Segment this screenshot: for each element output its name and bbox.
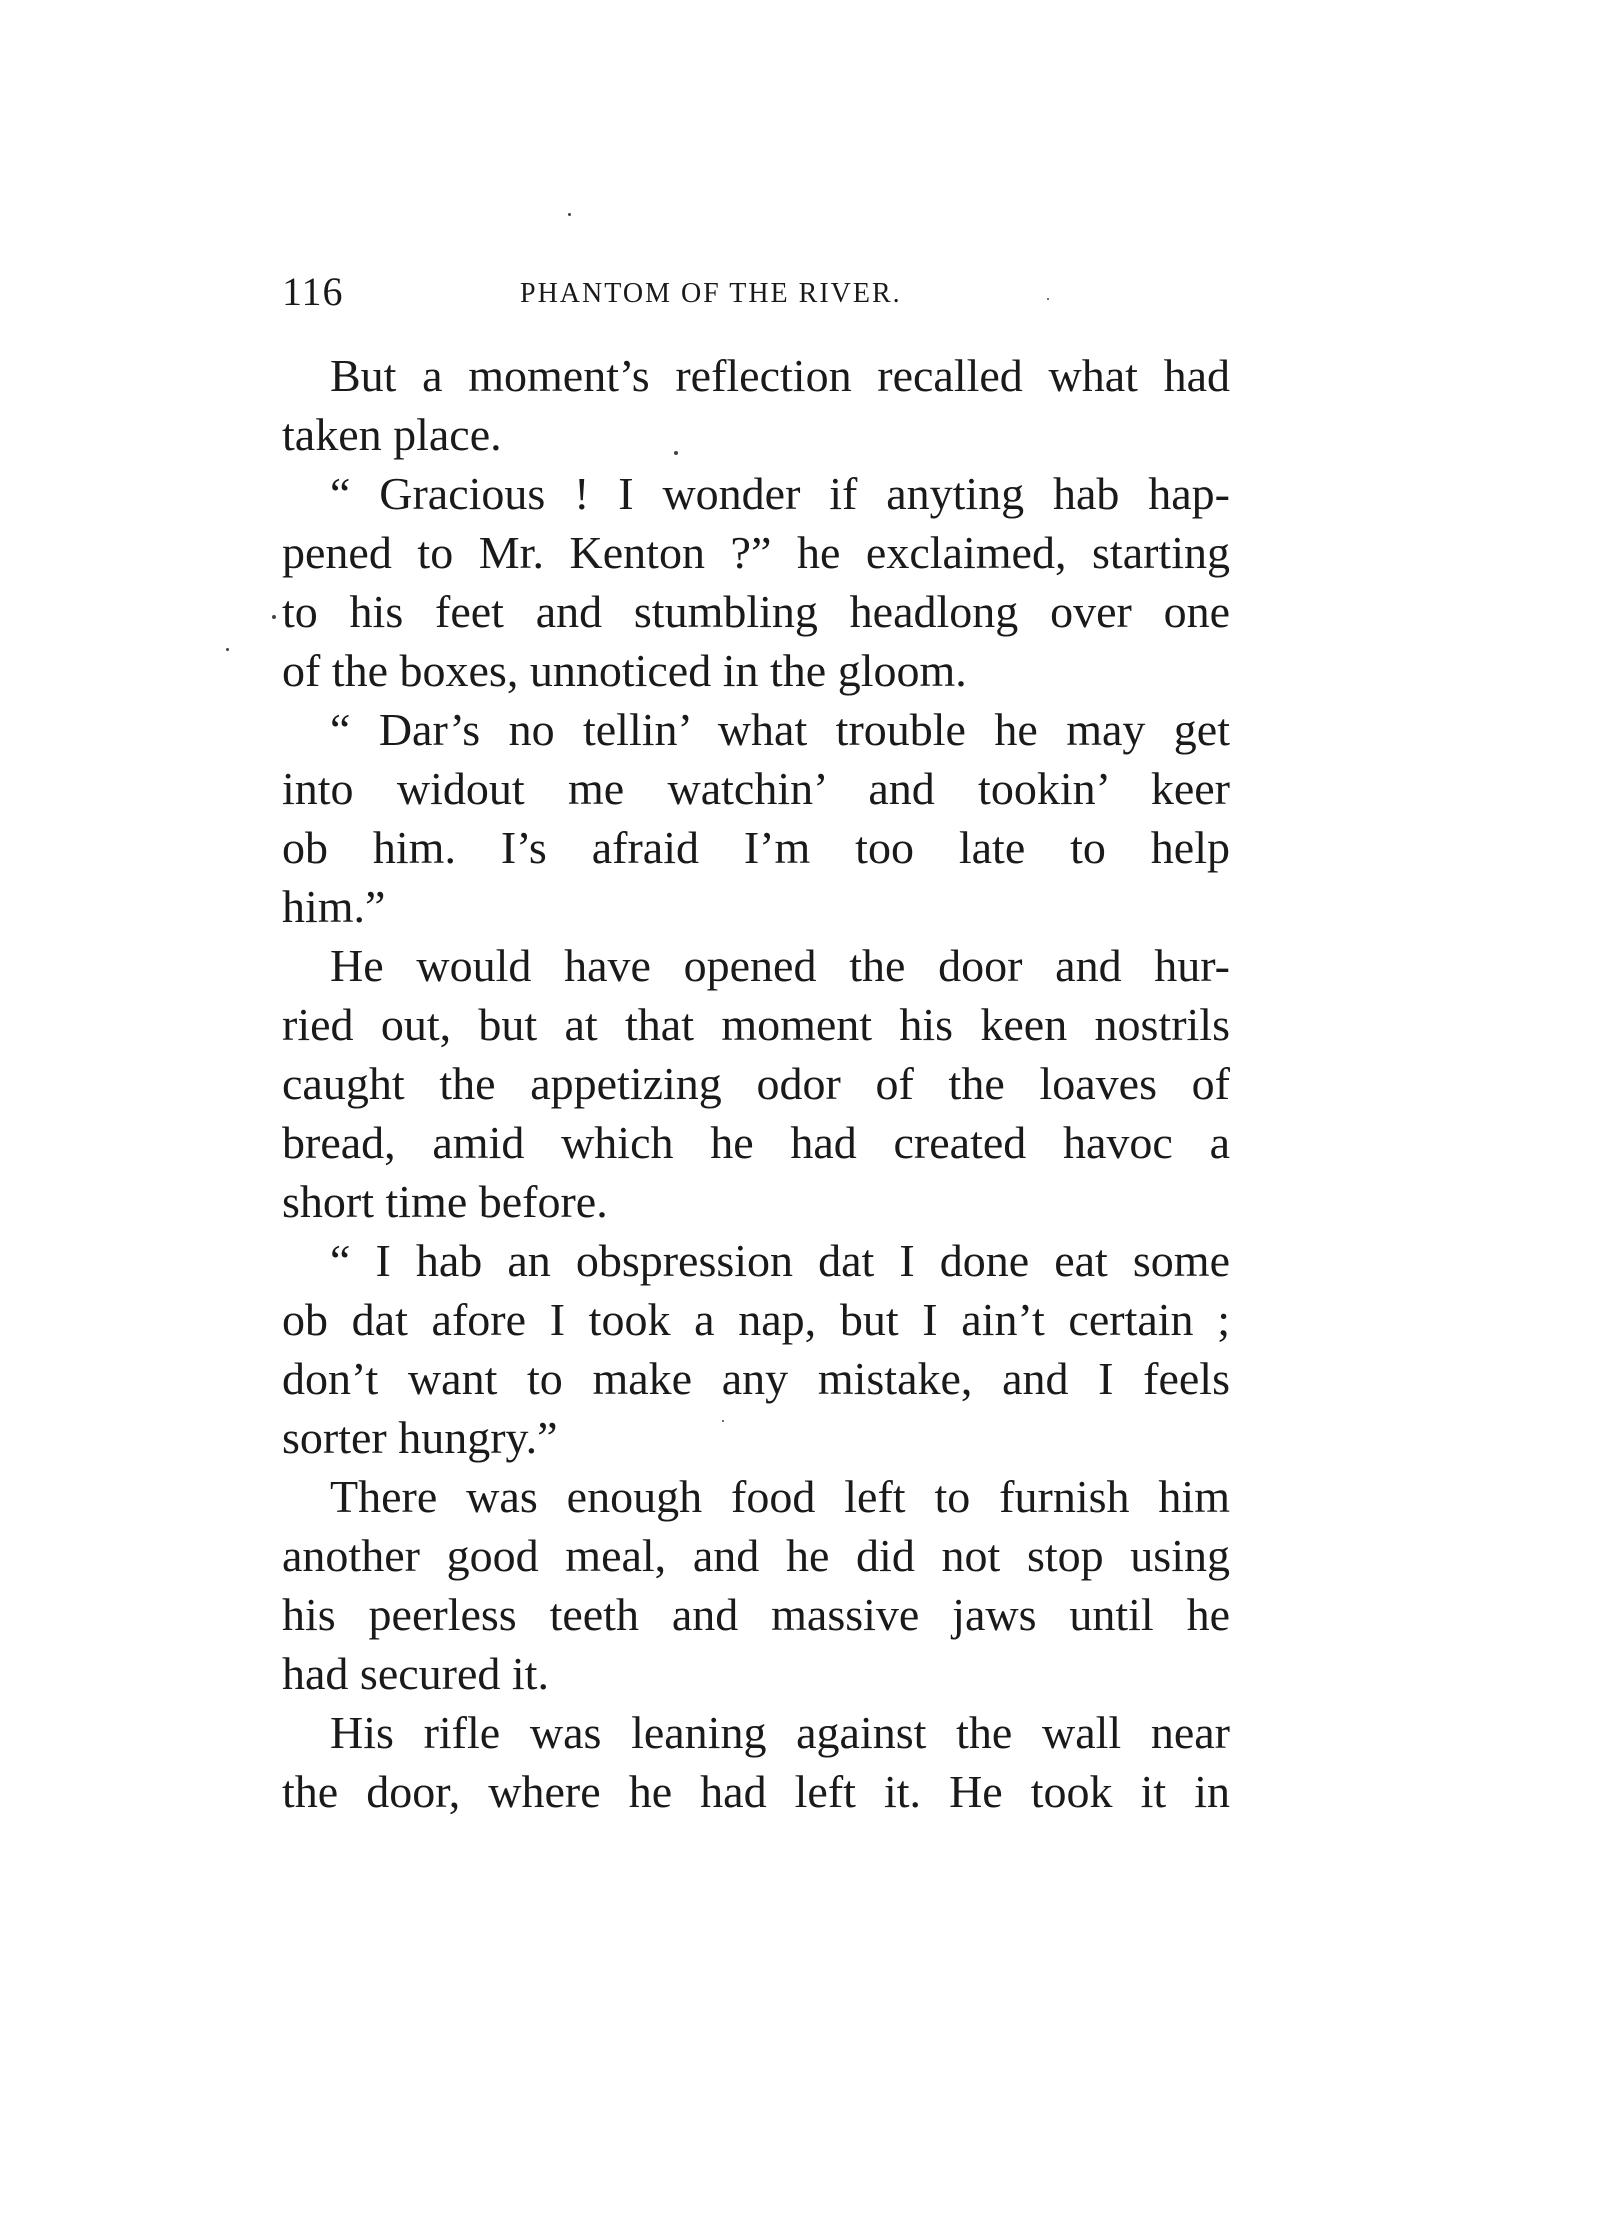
page-number: 116 <box>282 269 344 314</box>
text-line: His rifle was leaning against the wall near <box>330 1707 1230 1758</box>
text-line: There was enough food left to furnish him <box>330 1471 1230 1522</box>
text-line: taken place. <box>282 409 502 460</box>
page-header <box>282 268 1012 318</box>
text-line: had secured it. <box>282 1648 549 1699</box>
text-line: “ I hab an obspression dat I done eat some <box>330 1235 1230 1286</box>
text-line: “ Gracious ! I wonder if anyting hab hap- <box>330 468 1230 519</box>
body-text <box>282 346 1230 1821</box>
print-speck <box>722 1420 724 1422</box>
text-line: “ Dar’s no tellin’ what trouble he may get <box>330 704 1230 755</box>
print-speck <box>272 615 276 619</box>
text-line: bread, amid which he had created havoc a <box>282 1117 1230 1168</box>
text-line: He would have opened the door and hur- <box>330 940 1230 991</box>
text-line: the door, where he had left it. He took it in <box>282 1766 1230 1817</box>
text-line: of the boxes, unnoticed in the gloom. <box>282 645 967 696</box>
text-line: him.” <box>282 881 386 932</box>
text-line: caught the appetizing odor of the loaves of <box>282 1058 1230 1109</box>
print-speck <box>674 451 678 455</box>
text-line: short time before. <box>282 1176 608 1227</box>
print-speck <box>568 213 571 216</box>
text-line: But a moment’s reflection recalled what had <box>330 350 1230 401</box>
running-title: PHANTOM OF THE RIVER. <box>520 278 902 309</box>
text-line: to his feet and stumbling headlong over one <box>282 586 1230 637</box>
text-line: into widout me watchin’ and tookin’ keer <box>282 763 1230 814</box>
text-line: his peerless teeth and massive jaws until he <box>282 1589 1230 1640</box>
text-line: sorter hungry.” <box>282 1412 558 1463</box>
print-speck <box>226 648 229 651</box>
text-line: pened to Mr. Kenton ?” he exclaimed, starting <box>282 527 1230 578</box>
print-speck <box>1047 298 1049 300</box>
text-line: ried out, but at that moment his keen nostrils <box>282 999 1230 1050</box>
text-line: don’t want to make any mistake, and I feels <box>282 1353 1230 1404</box>
text-line: ob dat afore I took a nap, but I ain’t certain ; <box>282 1294 1230 1345</box>
text-line: ob him. I’s afraid I’m too late to help <box>282 822 1230 873</box>
text-line: another good meal, and he did not stop using <box>282 1530 1230 1581</box>
